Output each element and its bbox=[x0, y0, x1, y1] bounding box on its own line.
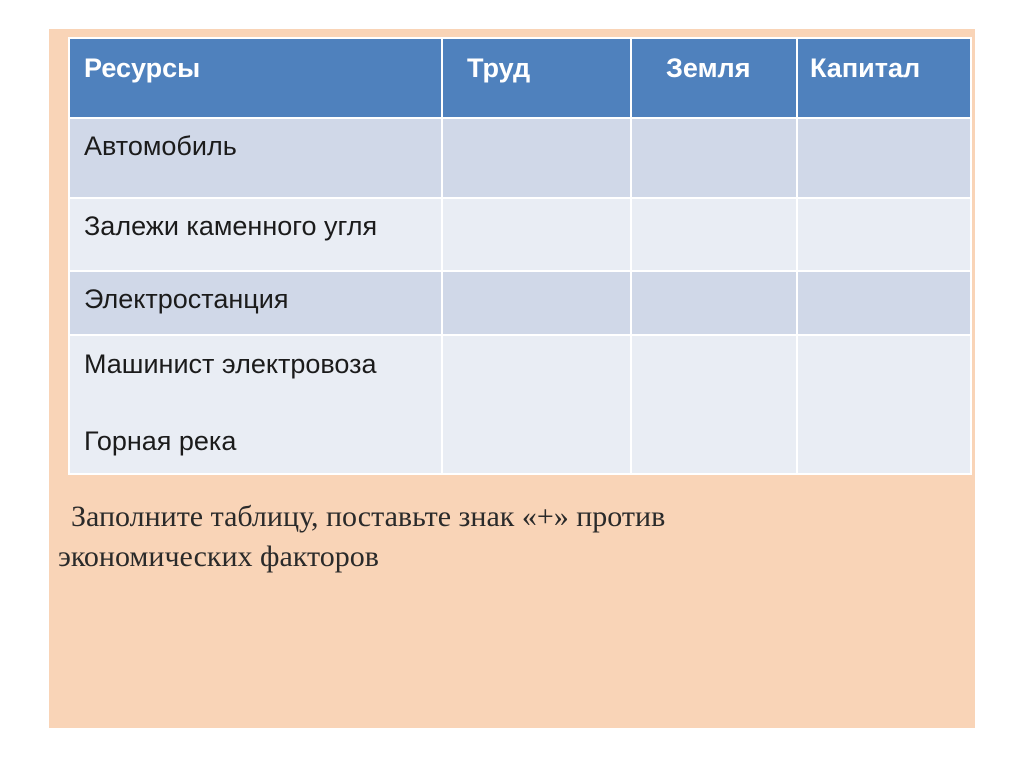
cell-land[interactable] bbox=[631, 198, 797, 271]
cell-labor[interactable] bbox=[442, 271, 631, 335]
row-label: Залежи каменного угля bbox=[69, 198, 442, 271]
cell-labor[interactable] bbox=[442, 335, 631, 474]
cell-capital[interactable] bbox=[797, 118, 971, 198]
table-row bbox=[69, 118, 971, 198]
header-resources: Ресурсы bbox=[69, 38, 442, 118]
table-row bbox=[69, 271, 971, 335]
header-labor: Труд bbox=[442, 38, 631, 118]
row-label: Горная река bbox=[84, 426, 237, 456]
cell-labor[interactable] bbox=[442, 118, 631, 198]
row-label: Машинист электровоза bbox=[84, 349, 377, 379]
cell-labor[interactable] bbox=[442, 198, 631, 271]
cell-capital[interactable] bbox=[797, 198, 971, 271]
instruction-text: Заполните таблицу, поставьте знак «+» против экономических факторов bbox=[58, 500, 666, 573]
table-row bbox=[69, 335, 971, 474]
cell-land[interactable] bbox=[631, 271, 797, 335]
cell-land[interactable] bbox=[631, 335, 797, 474]
resources-table bbox=[68, 37, 970, 473]
row-label: Электростанция bbox=[69, 271, 442, 335]
table-row bbox=[69, 198, 971, 271]
header-land: Земля bbox=[631, 38, 797, 118]
row-label-multiline bbox=[69, 335, 442, 474]
header-capital: Капитал bbox=[797, 38, 971, 118]
cell-land[interactable] bbox=[631, 118, 797, 198]
cell-capital[interactable] bbox=[797, 335, 971, 474]
cell-capital[interactable] bbox=[797, 271, 971, 335]
row-label: Автомобиль bbox=[69, 118, 442, 198]
table-header-row bbox=[69, 38, 971, 118]
